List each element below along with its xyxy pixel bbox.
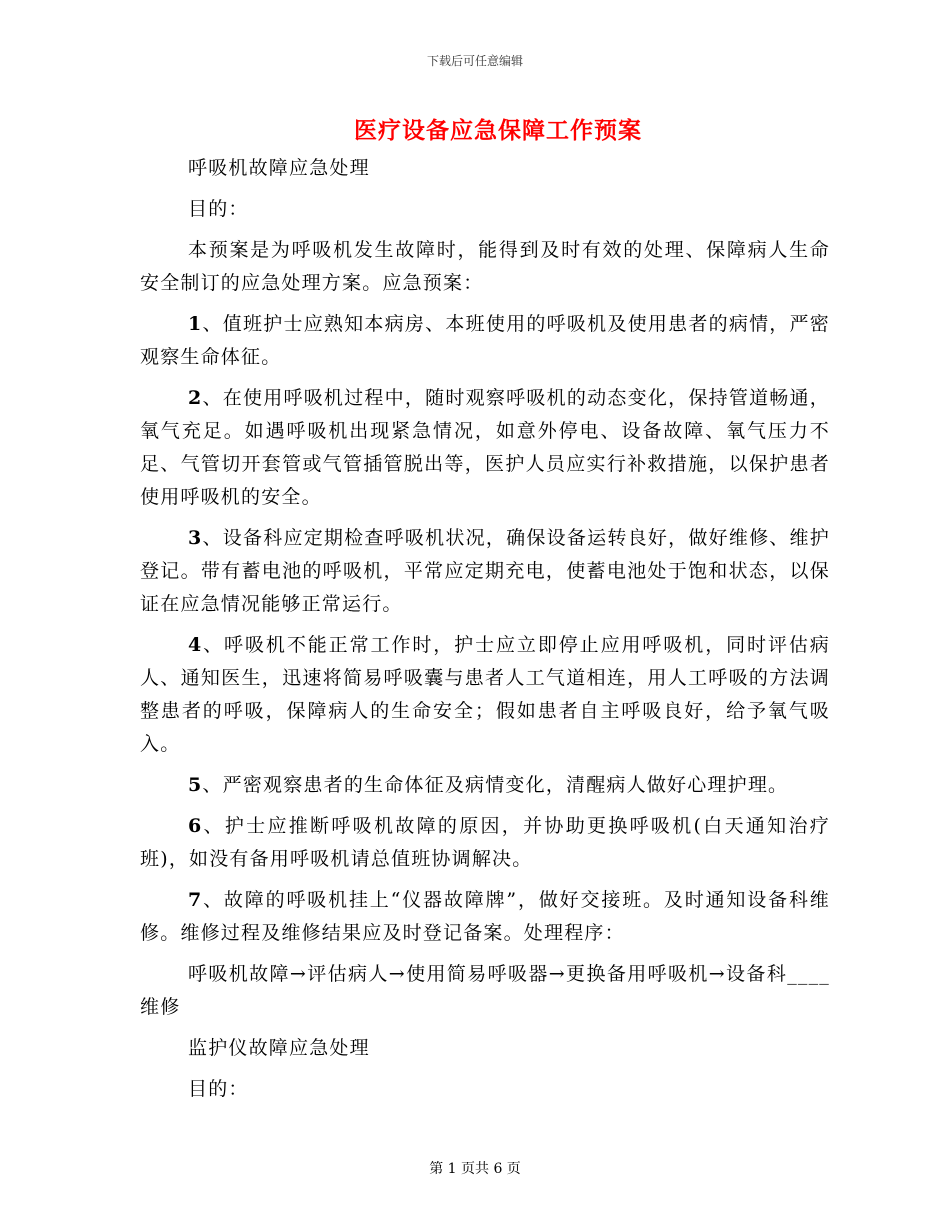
paragraph-item-3: 3、设备科应定期检查呼吸机状况，确保设备运转良好，做好维修、维护登记。带有蓄电池的呼吸机，平常应定期充电，使蓄电池处于饱和状态，以保证在应急情况能够正常运行。 bbox=[140, 527, 830, 615]
document-title: 医疗设备应急保障工作预案 bbox=[354, 117, 642, 144]
header-note: 下载后可任意编辑 bbox=[426, 54, 523, 68]
page-footer: 第 1 页共 6 页 bbox=[429, 1161, 521, 1177]
paragraph-purpose-text: 本预案是为呼吸机发生故障时，能得到及时有效的处理、保障病人生命安全制订的应急处理方案。应急预案： bbox=[140, 239, 830, 294]
paragraph-item-2: 2、在使用呼吸机过程中，随时观察呼吸机的动态变化，保持管道畅通，氧气充足。如遇呼吸机出现紧急情况，如意外停电、设备故障、氧气压力不足、气管切开套管或气管插管脱出等，医护人员应实行补救措施，以保护患者使用呼吸机的安全。 bbox=[140, 387, 830, 508]
paragraph-monitor-heading: 监护仪故障应急处理 bbox=[188, 1037, 370, 1059]
document-body bbox=[140, 152, 830, 1114]
paragraph-ventilator-heading: 呼吸机故障应急处理 bbox=[188, 157, 370, 179]
paragraph-item-7: 7、故障的呼吸机挂上“仪器故障牌”，做好交接班。及时通知设备科维修。维修过程及维修结果应及时登记备案。处理程序： bbox=[140, 889, 830, 944]
paragraph-item-4: 4、呼吸机不能正常工作时，护士应立即停止应用呼吸机，同时评估病人、通知医生，迅速将简易呼吸囊与患者人工气道相连，用人工呼吸的方法调整患者的呼吸，保障病人的生命安全；假如患者自主呼吸良好，给予氧气吸入。 bbox=[140, 634, 830, 755]
paragraph-procedure-flow: 呼吸机故障→评估病人→使用简易呼吸器→更换备用呼吸机→设备科____维修 bbox=[140, 963, 830, 1018]
paragraph-item-5: 5、严密观察患者的生命体征及病情变化，清醒病人做好心理护理。 bbox=[188, 774, 789, 796]
paragraph-item-6: 6、护士应推断呼吸机故障的原因，并协助更换呼吸机(白天通知治疗班)，如没有备用呼吸机请总值班协调解决。 bbox=[140, 815, 830, 870]
paragraph-purpose-label: 目的： bbox=[188, 198, 249, 220]
paragraph-purpose-label-2: 目的： bbox=[188, 1078, 249, 1100]
paragraph-item-1: 1、值班护士应熟知本病房、本班使用的呼吸机及使用患者的病情，严密观察生命体征。 bbox=[140, 313, 830, 368]
